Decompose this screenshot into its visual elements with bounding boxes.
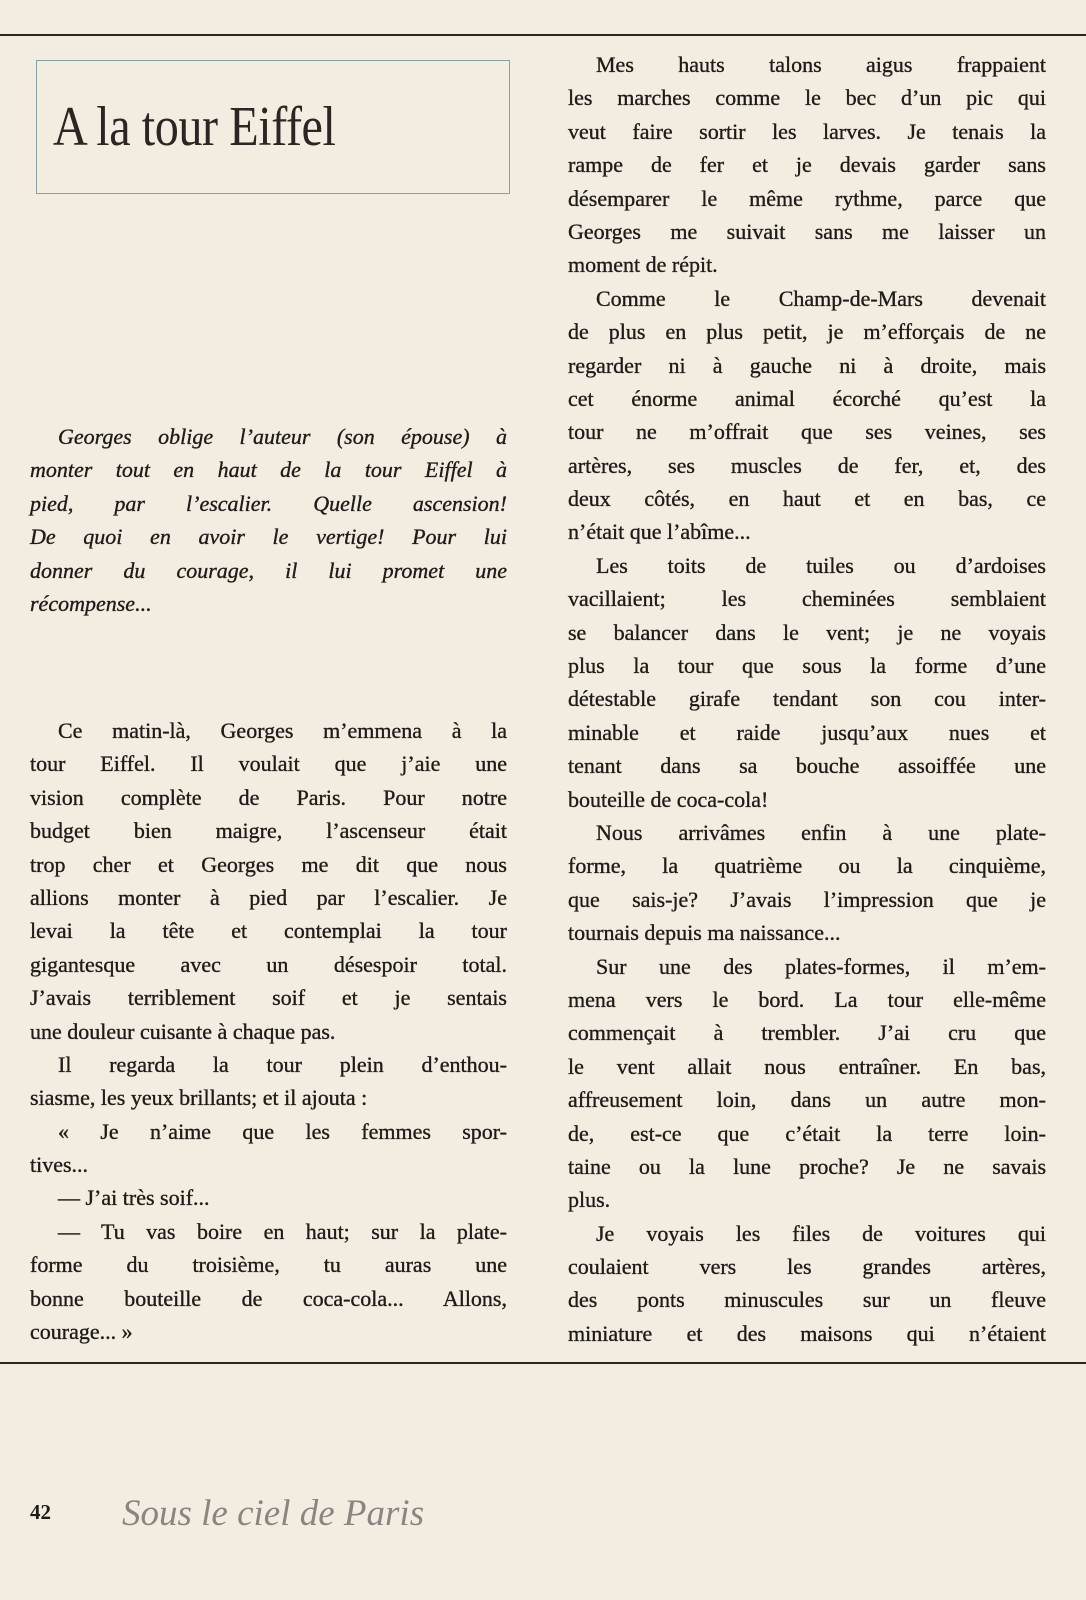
article-title: A la tour Eiffel — [53, 96, 336, 158]
text-line: détestable girafe tendant son cou inter- — [568, 686, 1046, 712]
running-title: Sous le ciel de Paris — [122, 1493, 425, 1534]
text-line: forme du troisième, tu auras une — [30, 1252, 507, 1278]
text-line: Georges me suivait sans me laisser un — [568, 218, 1046, 244]
page-number: 42 — [30, 1500, 51, 1524]
text-line: monter tout en haut de la tour Eiffel à — [30, 457, 507, 483]
text-line: — Tu vas boire en haut; sur la plate- — [58, 1218, 507, 1244]
text-line: des ponts minuscules sur un fleuve — [568, 1287, 1046, 1313]
text-line: rampe de fer et je devais garder sans — [568, 152, 1046, 178]
text-line: moment de répit. — [568, 252, 718, 278]
text-line: vision complète de Paris. Pour notre — [30, 784, 507, 810]
text-line: pied, par l’escalier. Quelle ascension! — [30, 490, 507, 516]
text-line: levai la tête et contemplai la tour — [30, 918, 507, 944]
text-line: trop cher et Georges me dit que nous — [30, 851, 507, 877]
text-line: tour Eiffel. Il voulait que j’aie une — [30, 751, 507, 777]
text-line: bonne bouteille de coca-cola... Allons, — [30, 1285, 507, 1311]
text-line: gigantesque avec un désespoir total. — [30, 951, 507, 977]
text-line: une douleur cuisante à chaque pas. — [30, 1018, 336, 1044]
text-line: Mes hauts talons aigus frappaient — [596, 52, 1046, 77]
text-line: budget bien maigre, l’ascenseur était — [30, 818, 507, 844]
text-line: le vent allait nous entraîner. En bas, — [568, 1053, 1046, 1079]
text-line: Il regarda la tour plein d’enthou- — [58, 1051, 507, 1077]
bottom-rule — [0, 1362, 1086, 1364]
text-line: de plus en plus petit, je m’efforçais de ne — [568, 319, 1046, 345]
text-line: — J’ai très soif... — [58, 1185, 210, 1211]
text-line: Georges oblige l’auteur (son épouse) à — [58, 424, 507, 449]
text-line: allions monter à pied par l’escalier. Je — [30, 884, 507, 910]
text-line: miniature et des maisons qui n’étaient — [568, 1320, 1046, 1346]
text-line: tournais depuis ma naissance... — [568, 920, 841, 946]
text-line: plus la tour que sous la forme d’une — [568, 653, 1046, 679]
text-line: Sur une des plates-formes, il m’em- — [596, 953, 1046, 979]
text-line: siasme, les yeux brillants; et il ajouta : — [30, 1085, 368, 1111]
text-line: tives... — [30, 1152, 89, 1178]
text-line: minable et raide jusqu’aux nues et — [568, 719, 1046, 745]
text-line: coulaient vers les grandes artères, — [568, 1254, 1046, 1280]
text-line: commençait à trembler. J’ai cru que — [568, 1020, 1046, 1046]
text-line: taine ou la lune proche? Je ne savais — [568, 1153, 1046, 1179]
text-line: J’avais terriblement soif et je sentais — [30, 985, 507, 1011]
text-line: Les toits de tuiles ou d’ardoises — [596, 552, 1046, 578]
text-line: donner du courage, il lui promet une — [30, 557, 507, 583]
text-line: deux côtés, en haut et en bas, ce — [568, 486, 1046, 512]
text-line: mena vers le bord. La tour elle-même — [568, 986, 1046, 1012]
text-line: Ce matin-là, Georges m’emmena à la — [58, 718, 507, 743]
text-line: récompense... — [30, 590, 152, 616]
text-line: cet énorme animal écorché qu’est la — [568, 385, 1046, 411]
text-line: courage... » — [30, 1319, 133, 1345]
text-line: artères, ses muscles de fer, et, des — [568, 452, 1046, 478]
text-line: les marches comme le bec d’un pic qui — [568, 85, 1046, 111]
text-line: que sais-je? J’avais l’impression que je — [568, 886, 1046, 912]
text-line: regarder ni à gauche ni à droite, mais — [568, 352, 1046, 378]
text-line: plus. — [568, 1187, 611, 1213]
text-line: n’était que l’abîme... — [568, 519, 751, 545]
body-column-left — [30, 714, 507, 1348]
text-line: désemparer le même rythme, parce que — [568, 185, 1046, 211]
text-line: Comme le Champ-de-Mars devenait — [596, 285, 1046, 311]
text-line: Nous arrivâmes enfin à une plate- — [596, 819, 1046, 845]
top-rule — [0, 34, 1086, 36]
text-line: tour ne m’offrait que ses veines, ses — [568, 419, 1046, 445]
text-line: « Je n’aime que les femmes spor- — [58, 1118, 507, 1144]
text-line: vacillaient; les cheminées semblaient — [568, 586, 1046, 612]
text-line: Je voyais les files de voitures qui — [596, 1220, 1046, 1246]
text-line: affreusement loin, dans un autre mon- — [568, 1087, 1046, 1113]
text-line: tenant dans sa bouche assoiffée une — [568, 753, 1046, 779]
body-column-right — [568, 48, 1046, 1350]
text-line: veut faire sortir les larves. Je tenais la — [568, 118, 1046, 144]
text-line: de, est-ce que c’était la terre loin- — [568, 1120, 1046, 1146]
text-line: forme, la quatrième ou la cinquième, — [568, 853, 1046, 879]
text-line: bouteille de coca-cola! — [568, 786, 769, 812]
title-box — [36, 60, 510, 194]
text-line: De quoi en avoir le vertige! Pour lui — [30, 524, 507, 550]
text-line: se balancer dans le vent; je ne voyais — [568, 619, 1046, 645]
intro-paragraph — [30, 420, 507, 620]
